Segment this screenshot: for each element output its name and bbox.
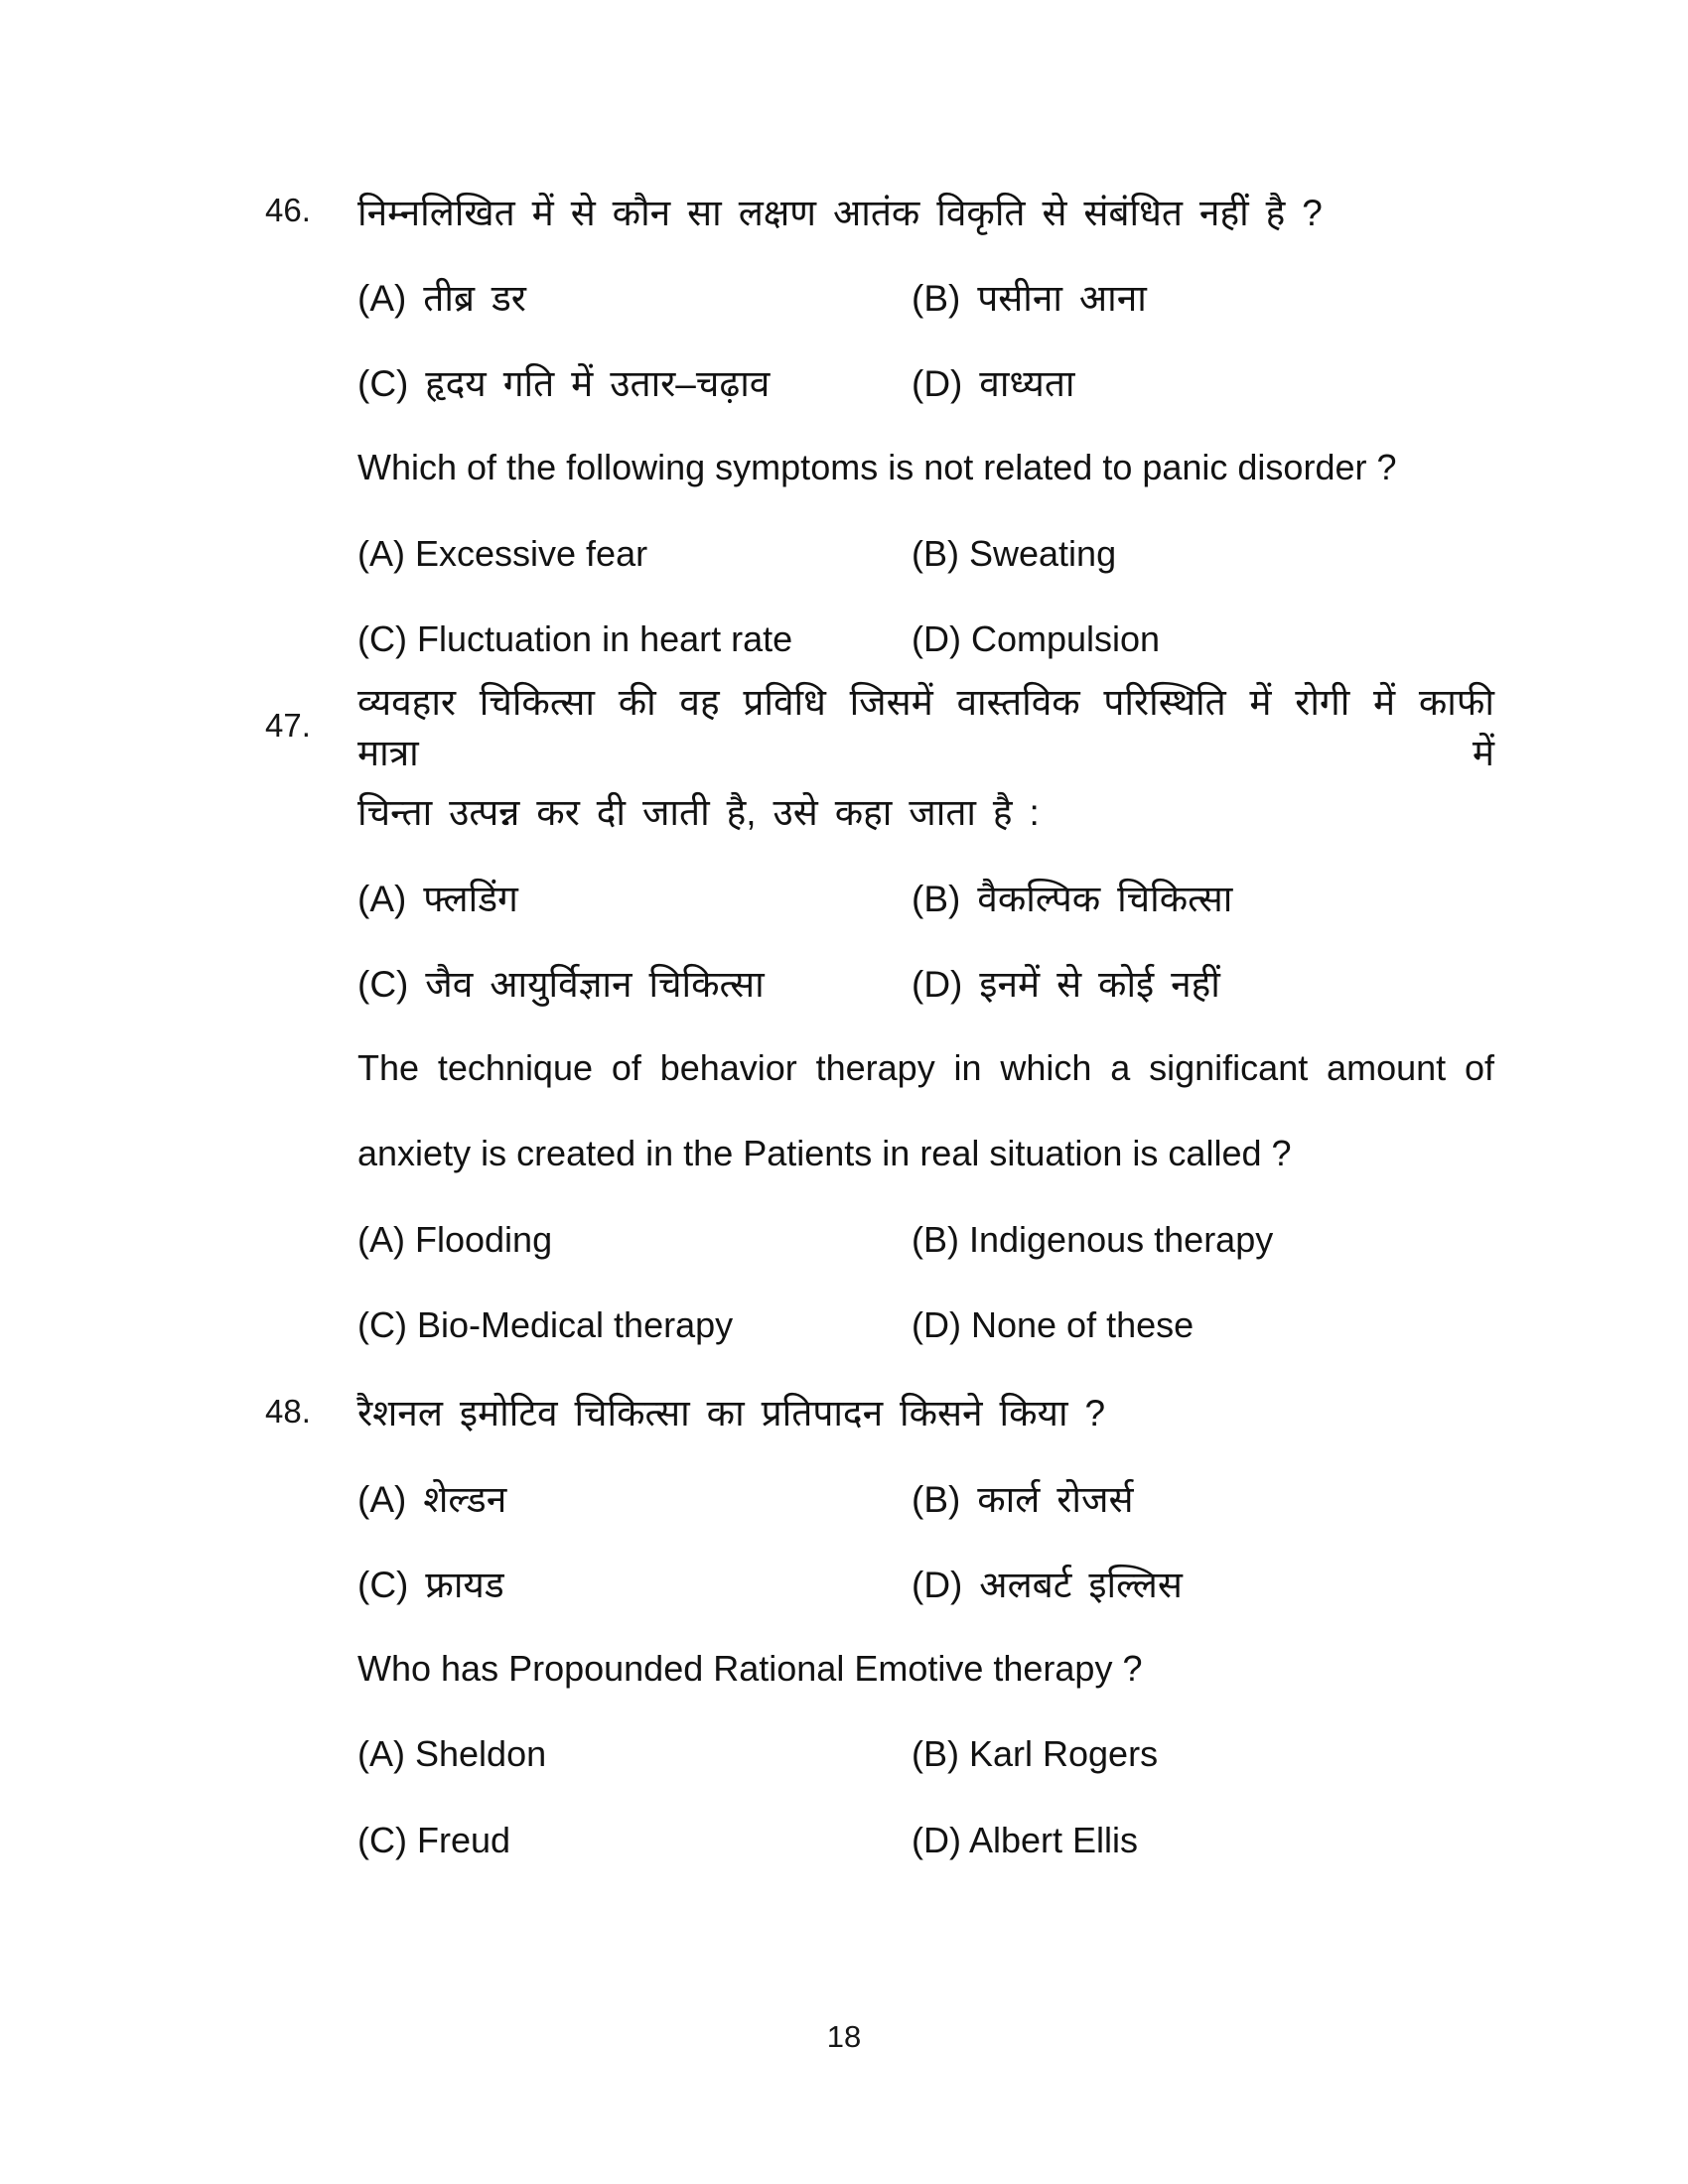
q48-hindi-question-text: रैशनल इमोटिव चिकित्सा का प्रतिपादन किसने किया ? <box>357 1393 1106 1434</box>
q47-english-option-a: (A) Flooding <box>357 1218 553 1260</box>
q46-english-option-d: (D) Compulsion <box>912 618 1161 660</box>
q48-hindi-question-row <box>265 1368 1494 1453</box>
q48-english-question-text: Who has Propounded Rational Emotive therapy ? <box>357 1647 1143 1689</box>
q47-hindi-option-b: (B) वैकल्पिक चिकित्सा <box>912 878 1233 919</box>
q48-english-option-c: (C) Freud <box>357 1819 511 1860</box>
q47-hindi-options-cd-row <box>265 940 1494 1025</box>
questions-block <box>265 168 1494 1883</box>
q46-english-option-b: (B) Sweating <box>912 532 1117 574</box>
q46-english-options-ab-row <box>265 511 1494 597</box>
q47-english-option-b: (B) Indigenous therapy <box>912 1218 1274 1260</box>
q47-english-options-cd-row <box>265 1283 1494 1368</box>
q47-english-options-ab-row <box>265 1197 1494 1283</box>
q48-hindi-option-c: (C) फ्रायड <box>357 1564 504 1605</box>
q48-hindi-option-b: (B) कार्ल रोजर्स <box>912 1478 1134 1520</box>
page-number: 18 <box>826 2019 862 2054</box>
q46-english-options-cd-row <box>265 597 1494 682</box>
q48-english-option-b: (B) Karl Rogers <box>912 1733 1159 1775</box>
q46-hindi-option-d: (D) वाध्यता <box>912 363 1075 405</box>
q47-english-option-c: (C) Bio-Medical therapy <box>357 1304 734 1346</box>
q46-english-question-row <box>265 425 1494 510</box>
q46-hindi-options-ab-row <box>265 253 1494 339</box>
q48-hindi-option-d: (D) अलबर्ट इल्लिस <box>912 1564 1183 1605</box>
q46-hindi-option-c: (C) हृदय गति में उतार–चढ़ाव <box>357 363 771 405</box>
q46-english-option-c: (C) Fluctuation in heart rate <box>357 618 793 660</box>
q48-english-option-a: (A) Sheldon <box>357 1733 547 1775</box>
q47-hindi-question-line2: चिन्ता उत्पन्न कर दी जाती है, उसे कहा जाता है : <box>357 792 1040 834</box>
q47-hindi-options-ab-row <box>265 854 1494 939</box>
q47-hindi-question-line1: व्यवहार चिकित्सा की वह प्रविधि जिसमें वास्तविक परिस्थिति में रोगी में काफी मात्रा में <box>357 681 1494 773</box>
q47-hindi-option-d: (D) इनमें से कोई नहीं <box>912 964 1220 1006</box>
q47-number: 47. <box>265 706 311 744</box>
q48-english-options-cd-row <box>265 1797 1494 1882</box>
q48-english-option-d: (D) Albert Ellis <box>912 1819 1139 1860</box>
q48-english-question-row <box>265 1626 1494 1711</box>
q46-hindi-question-text: निम्नलिखित में से कौन सा लक्षण आतंक विकृति से संबंधित नहीं है ? <box>357 192 1323 233</box>
q46-hindi-option-b: (B) पसीना आना <box>912 278 1147 320</box>
q47-english-question-row-2 <box>265 1111 1494 1196</box>
q47-hindi-question-row-1 <box>265 681 1494 773</box>
q47-english-question-line1: The technique of behavior therapy in which a significant amount of <box>357 1047 1494 1089</box>
q46-english-option-a: (A) Excessive fear <box>357 532 648 574</box>
q47-hindi-question-row-2 <box>265 768 1494 854</box>
q48-english-options-ab-row <box>265 1711 1494 1797</box>
q48-hindi-options-cd-row <box>265 1540 1494 1625</box>
q47-hindi-option-c: (C) जैव आयुर्विज्ञान चिकित्सा <box>357 964 765 1006</box>
q48-number: 48. <box>265 1392 311 1430</box>
q47-hindi-option-a: (A) फ्लडिंग <box>357 878 518 919</box>
q46-hindi-option-a: (A) तीब्र डर <box>357 278 526 320</box>
q47-english-question-row-1 <box>265 1025 1494 1111</box>
q48-hindi-option-a: (A) शेल्डन <box>357 1478 507 1520</box>
q47-english-option-d: (D) None of these <box>912 1304 1195 1346</box>
q46-hindi-question-row <box>265 168 1494 253</box>
q46-english-question-text: Which of the following symptoms is not related to panic disorder ? <box>357 447 1397 488</box>
q47-english-question-line2: anxiety is created in the Patients in real situation is called ? <box>357 1133 1292 1174</box>
q46-number: 46. <box>265 192 311 229</box>
q46-hindi-options-cd-row <box>265 340 1494 425</box>
q48-hindi-options-ab-row <box>265 1454 1494 1540</box>
